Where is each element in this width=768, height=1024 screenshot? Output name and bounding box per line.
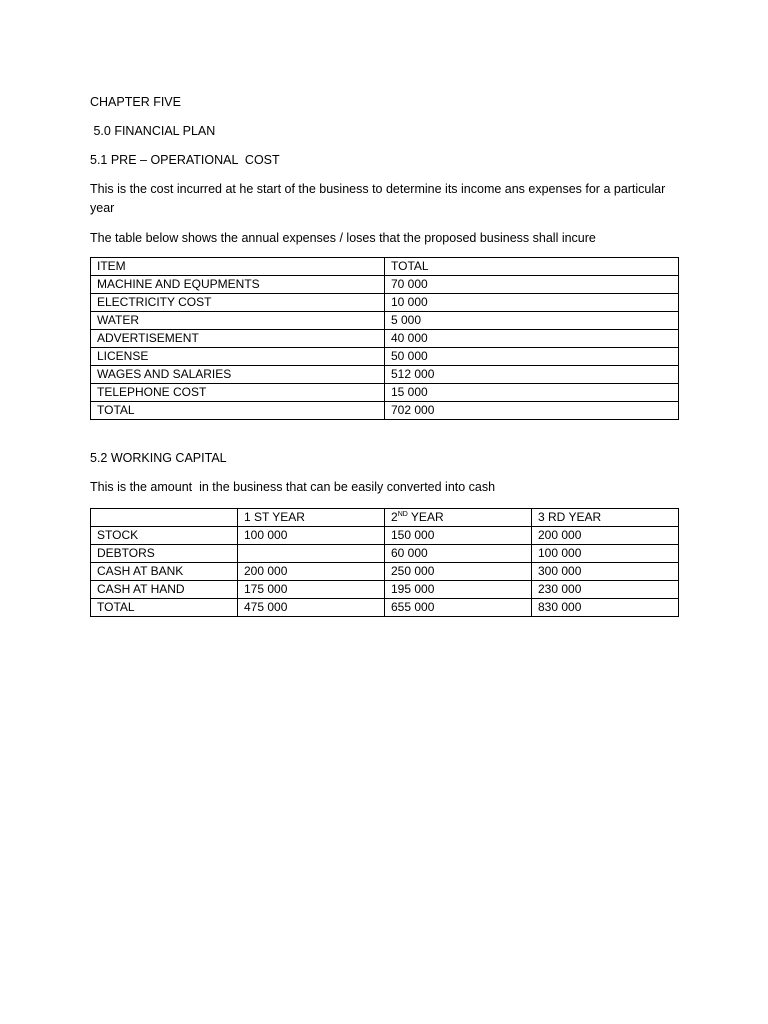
table-cell: 40 000 — [385, 330, 679, 348]
year-2-superscript: ND — [397, 511, 408, 518]
year-2-number: 2 — [391, 510, 398, 524]
table-row — [91, 384, 679, 402]
header-cell-year-1: 1 ST YEAR — [238, 509, 385, 527]
table-row — [91, 348, 679, 366]
table-header-row — [91, 258, 679, 276]
table-cell: WAGES AND SALARIES — [91, 366, 385, 384]
table-row — [91, 581, 679, 599]
table-header-row — [91, 509, 679, 527]
table-cell: 655 000 — [385, 599, 532, 617]
table-cell: TOTAL — [91, 402, 385, 420]
table-cell: 475 000 — [238, 599, 385, 617]
table-cell: 70 000 — [385, 276, 679, 294]
table-row-total — [91, 599, 679, 617]
expenses-table — [90, 257, 679, 420]
table-cell: 250 000 — [385, 563, 532, 581]
table-cell: CASH AT BANK — [91, 563, 238, 581]
table-row — [91, 294, 679, 312]
header-cell-blank — [91, 509, 238, 527]
table-cell: 230 000 — [532, 581, 679, 599]
header-cell-year-2 — [385, 509, 532, 527]
table-cell: 60 000 — [385, 545, 532, 563]
table-cell: 200 000 — [532, 527, 679, 545]
working-capital-description: This is the amount in the business that can be easily converted into cash — [90, 480, 496, 494]
table-cell: 100 000 — [532, 545, 679, 563]
subsection-title-pre-operational-cost: 5.1 PRE – OPERATIONAL COST — [90, 153, 280, 167]
table-cell: TOTAL — [91, 599, 238, 617]
table-cell: 5 000 — [385, 312, 679, 330]
year-2-label: YEAR — [407, 510, 444, 524]
table-cell: 830 000 — [532, 599, 679, 617]
table-cell: 150 000 — [385, 527, 532, 545]
chapter-title: CHAPTER FIVE — [90, 95, 181, 109]
subsection-title-working-capital: 5.2 WORKING CAPITAL — [90, 451, 227, 465]
table-cell: WATER — [91, 312, 385, 330]
table-cell — [238, 545, 385, 563]
table-cell: 512 000 — [385, 366, 679, 384]
table-row — [91, 276, 679, 294]
table-cell: 50 000 — [385, 348, 679, 366]
working-capital-table — [90, 508, 679, 617]
table-row — [91, 527, 679, 545]
table-row — [91, 312, 679, 330]
section-title: 5.0 FINANCIAL PLAN — [90, 124, 216, 138]
table-cell: 10 000 — [385, 294, 679, 312]
table-row — [91, 330, 679, 348]
table-row — [91, 563, 679, 581]
table-cell: MACHINE AND EQUPMENTS — [91, 276, 385, 294]
pre-operational-cost-description: This is the cost incurred at he start of the business to determine its income ans expenses for a particular year — [90, 182, 666, 215]
table-cell: 300 000 — [532, 563, 679, 581]
table-cell: ADVERTISEMENT — [91, 330, 385, 348]
table-cell: TELEPHONE COST — [91, 384, 385, 402]
table-cell: 195 000 — [385, 581, 532, 599]
table-cell: DEBTORS — [91, 545, 238, 563]
table-row — [91, 545, 679, 563]
table-cell: ELECTRICITY COST — [91, 294, 385, 312]
table-row-total — [91, 402, 679, 420]
header-cell-year-3: 3 RD YEAR — [532, 509, 679, 527]
table-cell: 15 000 — [385, 384, 679, 402]
table-cell: 175 000 — [238, 581, 385, 599]
table-row — [91, 366, 679, 384]
table-cell: 100 000 — [238, 527, 385, 545]
header-cell-item: ITEM — [91, 258, 385, 276]
expenses-table-intro: The table below shows the annual expenses / loses that the proposed business shall incure — [90, 231, 596, 245]
table-cell: LICENSE — [91, 348, 385, 366]
table-cell: 200 000 — [238, 563, 385, 581]
header-cell-total: TOTAL — [385, 258, 679, 276]
table-cell: STOCK — [91, 527, 238, 545]
table-cell: 702 000 — [385, 402, 679, 420]
table-cell: CASH AT HAND — [91, 581, 238, 599]
